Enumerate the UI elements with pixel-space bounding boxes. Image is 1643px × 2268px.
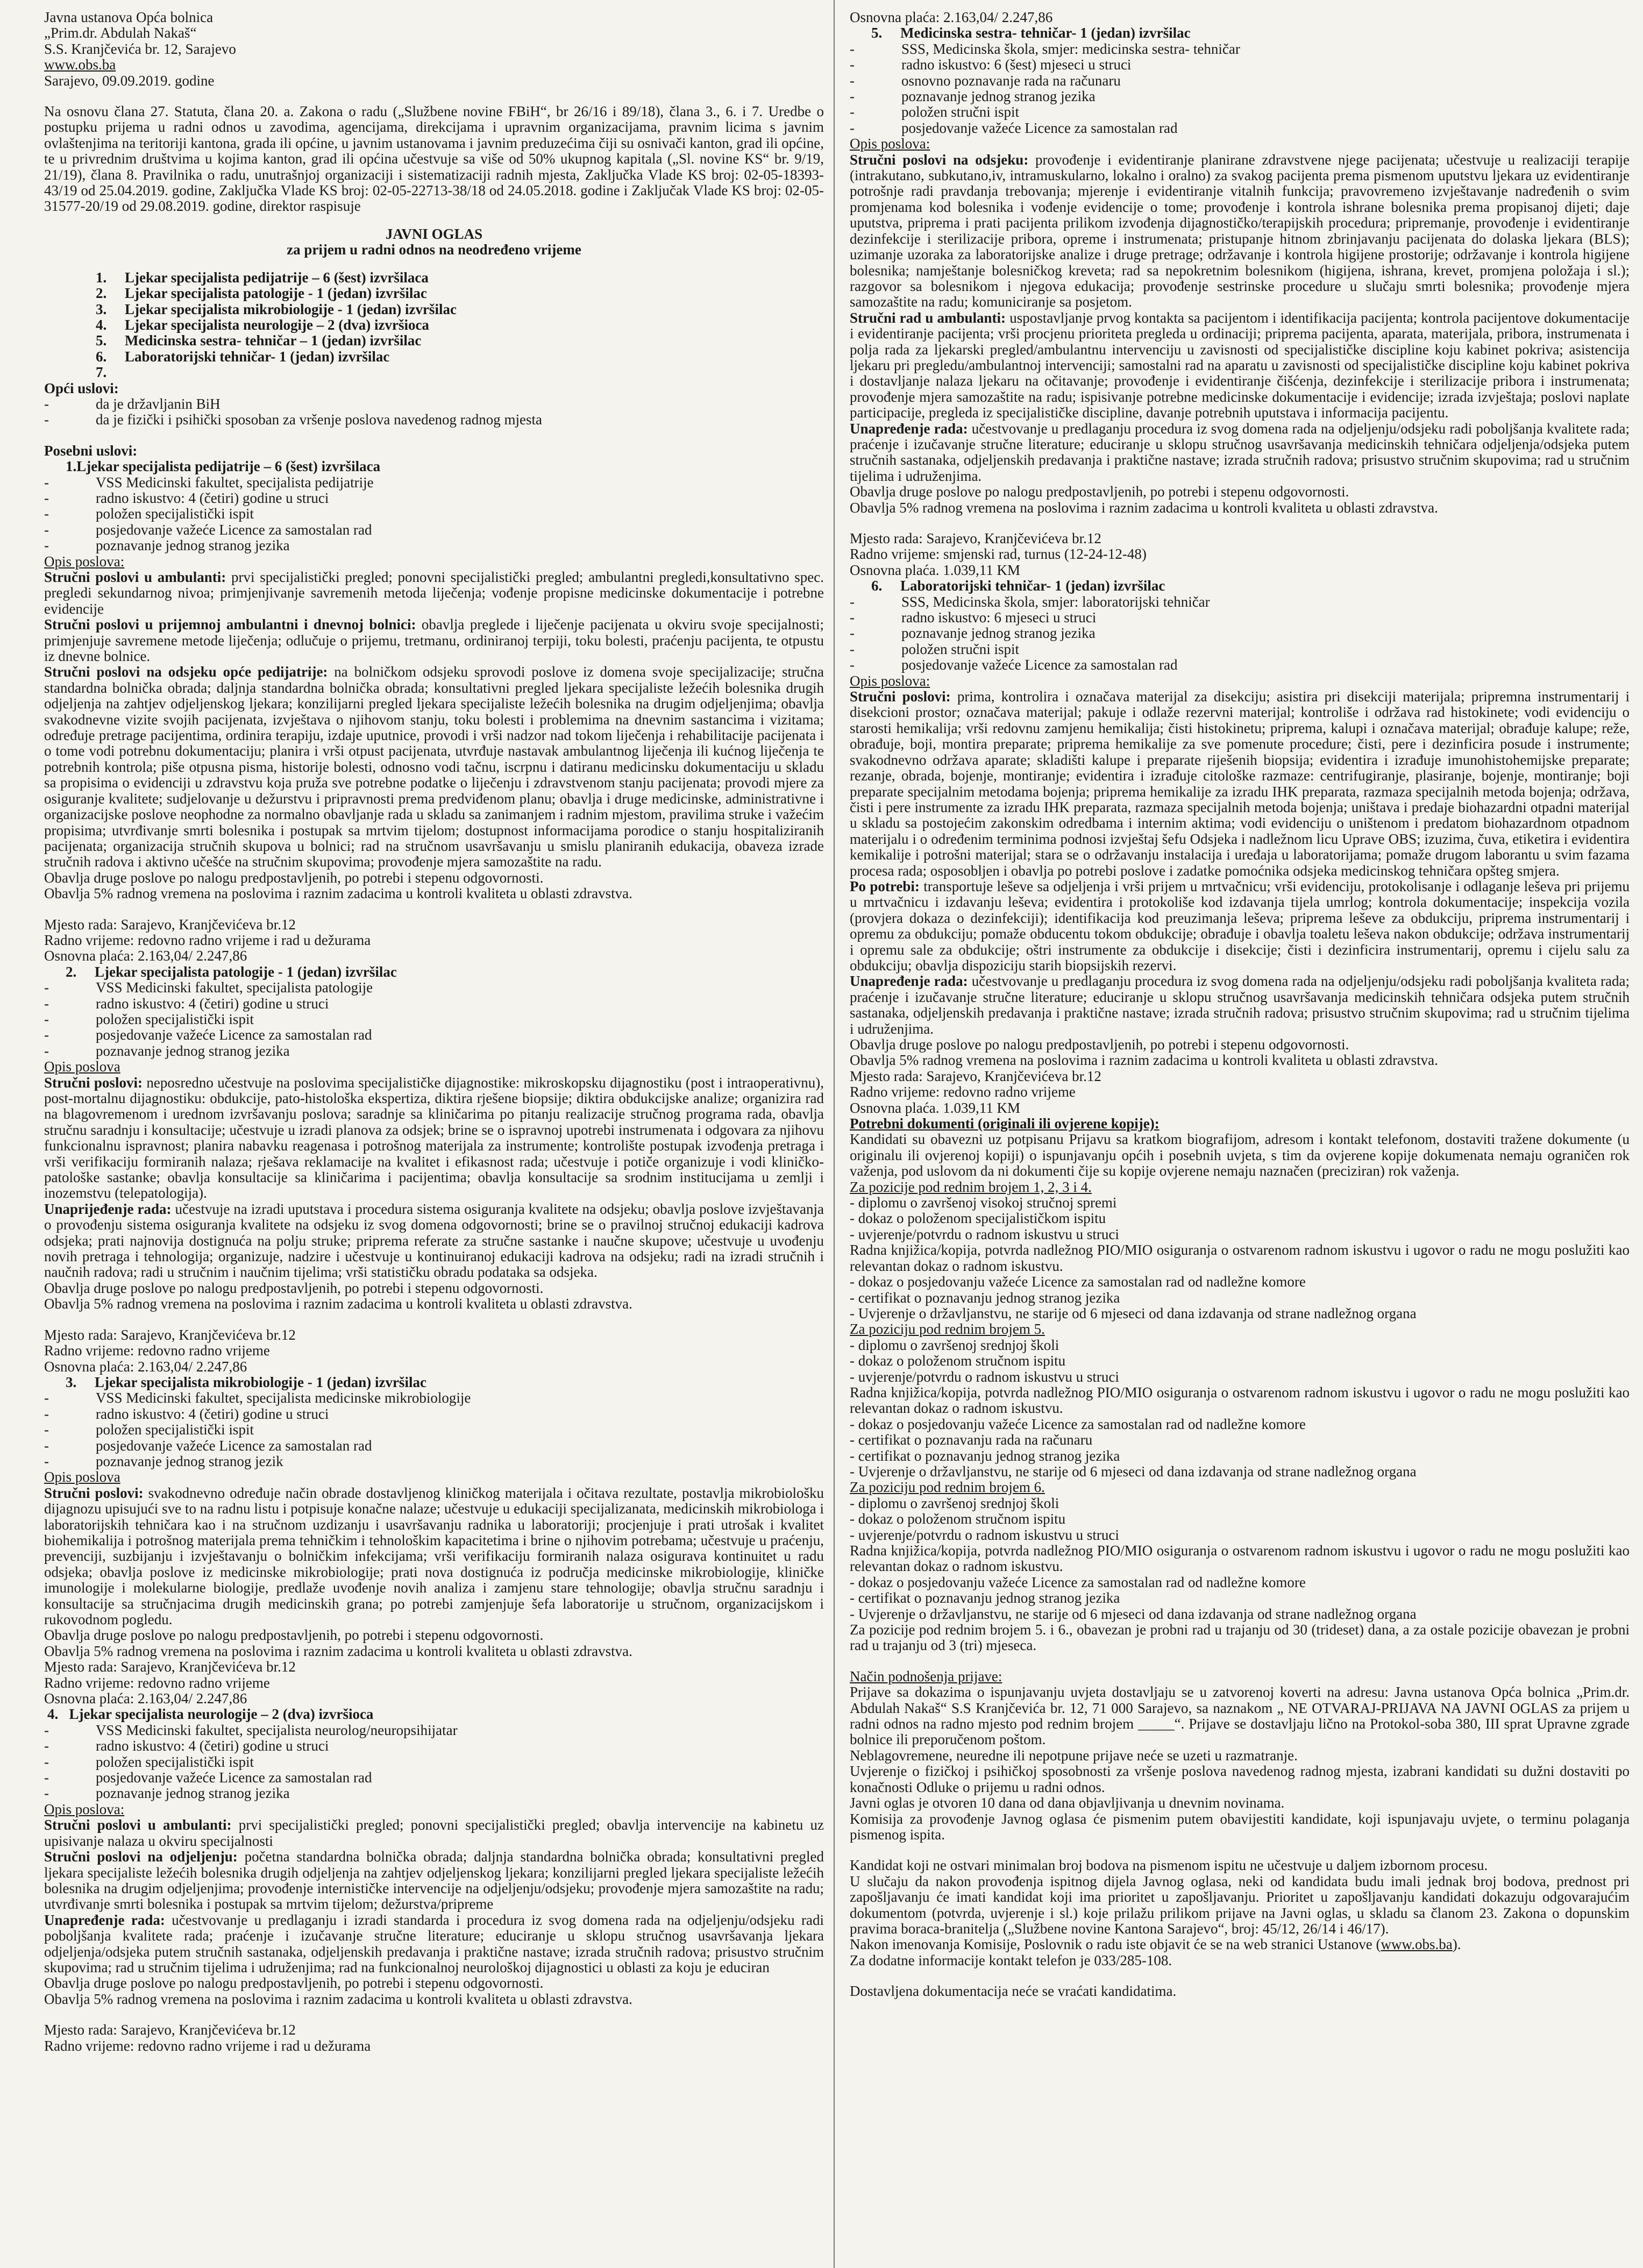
requirement-item: - posjedovanje važeće Licence za samostalan rad [44, 521, 372, 538]
other-duties: Obavlja druge poslove po nalogu predpostavljenih, po potrebi i stepenu odgovornosti. [850, 1036, 1349, 1053]
work-time: Radno vrijeme: redovno radno vrijeme i rad u dežurama [44, 2037, 371, 2054]
requirement-item: - radno iskustvo: 4 (četiri) godine u struci [44, 1405, 329, 1422]
requirement-item: - osnovno poznavanje rada na računaru [850, 72, 1121, 89]
duty-paragraph: Stručni poslovi na odjeljenju: početna standardna bolnička obrada; daljnja standardna bolnička obrada; konsultativni pregled ljekara specijaliste ležećih bolesnika drugih odjeljenja na zahtjev odjeljenskog ljekara; konzilijarni pregled ljekara specijaliste ležećih bolesnika na drugim odjeljenjima; provođenje internističke intervencije na odjeljenju/odsjeku; provođenje mjera samozaštite na radu; utvrđivanje smrti bolesnika i postupak sa mrtvim tijelom; dežurstva/pripreme [44, 1848, 824, 1912]
job-description-title: Opis poslova [44, 1058, 120, 1075]
requirement-item: - poznavanje jednog stranog jezika [850, 88, 1096, 105]
position-6-heading: 6. Laboratorijski tehničar- 1 (jedan) izvršilac [871, 578, 1165, 594]
document-item: - Uvjerenje o državljanstvu, ne starije od 6 mjeseci od dana izdavanja od strane nadležnog organa [850, 1463, 1417, 1480]
document-item: - uvjerenje/potvrdu o radnom iskustvu u struci [850, 1368, 1119, 1385]
base-salary: Osnovna plaća: 2.163,04/ 2.247,86 [850, 10, 1053, 25]
document-item: - Uvjerenje o državljanstvu, ne starije od 6 mjeseci od dana izdavanja od strane nadležnog organa [850, 1605, 1417, 1622]
requirement-item: - položen specijalistički ispit [44, 1753, 254, 1770]
requirement-item: - poznavanje jednog stranog jezika [44, 1785, 290, 1802]
submission-paragraph: Neblagovremene, neuredne ili nepotpune prijave neće se uzeti u razmatranje. [850, 1747, 1298, 1764]
documents-group-title: Za pozicije pod rednim brojem 1, 2, 3 i 4. [850, 1178, 1092, 1195]
document-item: - dokaz o položenom stručnom ispitu [850, 1511, 1066, 1527]
document-item: - diplomu o završenoj visokoj stručnoj spremi [850, 1195, 1117, 1211]
base-salary: Osnovna plaća: 2.163,04/ 2.247,86 [44, 1358, 247, 1375]
work-time: Radno vrijeme: redovno radno vrijeme [850, 1084, 1076, 1100]
job-description-title: Opis poslova: [44, 1801, 125, 1817]
submission-paragraph: Prijave sa dokazima o ispunjavanju uvjeta dostavljaju se u zatvorenoj koverti na adresu: Javna ustanova Opća bolnica „Prim.dr. Abdulah Nakaš“ S.S Kranjčevića br. 12, 71 000 Sarajevo, sa naznakom „ NE OTVARAJ-PRIJAVA NA JAVNI OGLAS za prijem u radni odnos na radno mjesto pod rednim brojem _____“. Prijave se dostavljaju lično na Protokol-soba 380, III sprat Upravne zgrade bolnice ili preporučenom poštom. [850, 1684, 1630, 1748]
positions-list-item: 6. Laboratorijski tehničar- 1 (jedan) izvršilac [96, 348, 390, 365]
document-item: Radna knjižica/kopija, potvrda nadležnog PIO/MIO osiguranja o ostvarenom radnom iskustvu i ugovor o radu ne mogu poslužiti kao relevantan dokaz o radnom iskustvu. [850, 1242, 1630, 1274]
contact-phone: Za dodatne informacije kontakt telefon je 033/285-108. [850, 1952, 1172, 1968]
requirement-item: - VSS Medicinski fakultet, specijalista medicinske mikrobiologije [44, 1390, 471, 1406]
requirement-item: - radno iskustvo: 6 (šest) mjeseci u struci [850, 56, 1132, 73]
requirement-item: - posjedovanje važeće Licence za samostalan rad [44, 1027, 372, 1043]
work-place: Mjesto rada: Sarajevo, Kranjčevićeva br.12 [44, 2022, 296, 2038]
requirement-item: - položen specijalistički ispit [44, 506, 254, 522]
work-place: Mjesto rada: Sarajevo, Kranjčevićeva br.12 [44, 1326, 296, 1343]
position-1-heading: 1.Ljekar specijalista pedijatrije – 6 (šest) izvršilaca [66, 458, 381, 475]
requirement-item: - posjedovanje važeće Licence za samostalan rad [850, 119, 1178, 136]
quality-control-note: Obavlja 5% radnog vremena na poslovima i raznim zadacima u kontroli kvaliteta u oblasti zdravstva. [44, 1643, 632, 1659]
positions-list-item: 4. Ljekar specijalista neurologije – 2 (dva) izvršioca [96, 316, 429, 333]
requirement-item: - VSS Medicinski fakultet, specijalista patologije [44, 979, 373, 996]
submission-title: Način podnošenja prijave: [850, 1668, 1002, 1684]
work-place: Mjesto rada: Sarajevo, Kranjčevićeva br.12 [850, 1068, 1101, 1084]
work-time: Radno vrijeme: redovno radno vrijeme i rad u dežurama [44, 932, 371, 948]
requirement-item: - poznavanje jednog stranog jezik [44, 1453, 283, 1469]
requirement-item: - položen stručni ispit [850, 104, 1019, 120]
general-condition-item: - da je državljanin BiH [44, 395, 221, 412]
positions-list-item: 2. Ljekar specijalista patologije - 1 (jedan) izvršilac [96, 285, 427, 302]
document-item: - certifikat o poznavanju jednog stranog jezika [850, 1447, 1120, 1464]
position-3-heading: 3. Ljekar specijalista mikrobiologije - 1 (jedan) izvršilac [66, 1374, 426, 1390]
requirement-item: - položen stručni ispit [850, 641, 1019, 657]
document-item: - Uvjerenje o državljanstvu, ne starije od 6 mjeseci od dana izdavanja od strane nadležnog organa [850, 1305, 1417, 1321]
document-item: - certifikat o poznavanju jednog stranog jezika [850, 1590, 1120, 1606]
special-conditions-title: Posebni uslovi: [44, 442, 138, 459]
requirement-item: - posjedovanje važeće Licence za samostalan rad [44, 1437, 372, 1454]
requirement-item: - poznavanje jednog stranog jezika [44, 537, 290, 554]
duty-paragraph: Unapređenje rada: učestvovanje u predlaganju procedura iz svog domena rada na odjeljenju/odsjeku radi poboljšanja kvaliteta rada; praćenje i izučavanje stručne literature; educiranje u sklopu stručnog usavršavanja medicinskih tehničara odsjeka putem stručnih sastanaka, odjeljenskih predavanja i praktične nastave; izrada stručnih radova; prisustvo stručnim skupovima; rad u stručnim tijelima i udruženjima. [850, 973, 1630, 1037]
final-note: Dostavljena dokumentacija neće se vraćati kandidatima. [850, 1983, 1177, 2000]
document-item: - dokaz o posjedovanju važeće Licence za samostalan rad od nadležne komore [850, 1416, 1306, 1432]
duty-paragraph: Unaprijeđenje rada: učestvuje na izradi uputstava i procedura sistema osiguranja kvalitete na odsjeku; obavlja poslove izvještavanja o provođenju sistema osiguranja kvalitete na odsjeku iz svog domena odgovornosti; brine se o pravilnoj stručnoj edukaciji kadrova odsjeka; prati najnovija dostignuća na polju struke; priprema referate za stručne sastanke i naučne skupove; učestvuje u uvođenju novih pretraga i tehnologija; organizuje, nadzire i učestvuje u kontinuiranoj edukaciji kadrova na odsjeku; radi na izradi stručnih i naučnih radova; radi u stručnim i naučnim tijelima; vrši statističku obradu podataka sa odsjeka. [44, 1200, 824, 1281]
website-link[interactable]: www.obs.ba [44, 56, 116, 73]
work-place: Mjesto rada: Sarajevo, Kranjčevićeva br.12 [44, 916, 296, 933]
work-place: Mjesto rada: Sarajevo, Kranjčevićeva br.12 [44, 1659, 296, 1675]
requirement-item: - SSS, Medicinska škola, smjer: medicinska sestra- tehničar [850, 40, 1240, 57]
other-duties: Obavlja druge poslove po nalogu predpostavljenih, po potrebi i stepenu odgovornosti. [850, 484, 1349, 500]
requirement-item: - položen specijalistički ispit [44, 1011, 254, 1027]
duty-paragraph: Unapređenje rada: učestvovanje u predlaganju i izradi standarda i procedura iz svog domena rada na odjeljenju/odsjeku radi poboljšanja kvalitete rada; praćenje i izučavanje stručne literature; educiranje u sklopu stručnog usavršavanja ljekara odjeljenja/odsjeka putem stručnih sastanaka, odjeljenskih predavanja i praktične nastave; izrada stručnih radova; prisustvo stručnim skupovima; rad u stručnim tijelima i udruženjima; rad na funkcionalnoj neurološkoj dijagnostici u oblasti za koju je educiran [44, 1911, 824, 1975]
submission-paragraph: Uvjerenje o fizičkoj i psihičkoj sposobnosti za vršenje poslova navedenog radnog mjesta, izabrani kandidati su dužni dostaviti po konačnosti Odluke o prijemu u radni odnos. [850, 1763, 1630, 1795]
other-duties: Obavlja druge poslove po nalogu predpostavljenih, po potrebi i stepenu odgovornosti. [44, 1627, 544, 1644]
duty-paragraph: Stručni rad u ambulanti: uspostavljanje prvog kontakta sa pacijentom i identifikacija pacijenta; kontrola pacijentove dokumentacije i evidentiranje pacijenta; vrši procjenu prioriteta pregleda u ordinaciji; priprema pacijenta, aparata, materijala, pribora, instrumenata i polja rada za ljekarski pregled/ambulantnu intervenciju u zavisnosti od specijalističke discipline koju kabinet pokriva; asistencija ljekaru pri pregledu/ambulantnoj intervenciji; samostalni rad na aparatu u zavisnosti od specijalističke discipline koju kabinet pokriva i dostavljanje nalaza ljekaru na očitavanje; provođenje i evidentiranje čišćenja, dezinfekcije i sterilizacije pribora i instrumenata; provođenje mjera samozaštite na radu; ispisivanje potrebne medicinske dokumentacije i evidencije; izrada izvještaja; poslovi naplate participacije, pregleda iz specijalističke discipline, davanje potrebnih uputstava i informacija pacijentu. [850, 309, 1630, 421]
positions-list-item: 1. Ljekar specijalista pedijatrije – 6 (šest) izvršilaca [96, 269, 429, 286]
document-item: - dokaz o položenom specijalističkom ispitu [850, 1210, 1106, 1227]
other-duties: Obavlja druge poslove po nalogu predpostavljenih, po potrebi i stepenu odgovornosti. [44, 1975, 544, 1992]
other-duties: Obavlja druge poslove po nalogu predpostavljenih, po potrebi i stepenu odgovornosti. [44, 1279, 544, 1296]
document-item: - dokaz o posjedovanju važeće Licence za samostalan rad od nadležne komore [850, 1274, 1306, 1290]
requirement-item: - poznavanje jednog stranog jezika [44, 1042, 290, 1059]
submission-paragraph: U slučaju da nakon provođenja ispitnog dijela Javnog oglasa, neki od kandidata budu imali jednak broj bodova, prednost pri zapošljavanju će imati kandidat koji ima prioritet u zapošljavanju. Prioritet u zapošljavanju kandidati dokazuju odgovarajućim dokumentom (potvrda, uvjerenje i sl.) koje prilažu prilikom prijave na Javni oglas, u skladu sa članom 23. Zakona o dopunskim pravima boraca-branitelja („Službene novine Kantona Sarajevo“, broj: 45/12, 26/14 i 46/17). [850, 1873, 1630, 1937]
general-conditions-title: Opći uslovi: [44, 380, 119, 396]
left-column [44, 10, 824, 2258]
duty-paragraph: Stručni poslovi u ambulanti: prvi specijalistički pregled; ponovni specijalistički pregled; ambulantni pregledi,konsultativno spec. pregledi sekundarnog nivoa; primjenjivanje savremenih metoda liječenja; vođenje propisne medicinske dokumentacije i potrebne evidencije [44, 569, 824, 617]
commission-rules-note: Nakon imenovanja Komisije, Poslovnik o radu iste objavit će se na web stranici Ustanove (www.obs.ba). [850, 1936, 1461, 1953]
job-description-title: Opis poslova: [850, 672, 930, 689]
document-item: - uvjerenje/potvrdu o radnom iskustvu u struci [850, 1526, 1119, 1543]
work-time: Radno vrijeme: smjenski rad, turnus (12-24-12-48) [850, 546, 1147, 563]
quality-control-note: Obavlja 5% radnog vremena na poslovima i raznim zadacima u kontroli kvaliteta u oblasti zdravstva. [850, 1052, 1438, 1069]
work-time: Radno vrijeme: redovno radno vrijeme [44, 1674, 270, 1691]
requirement-item: - položen specijalistički ispit [44, 1421, 254, 1438]
probation-note: Za pozicije pod rednim brojem 5. i 6., obavezan je probni rad u trajanju od 30 (trideset) dana, a za ostale pozicije obavezan je probni rad u trajanju od 3 (tri) mjeseca. [850, 1622, 1630, 1654]
position-2-heading: 2. Ljekar specijalista patologije - 1 (jedan) izvršilac [66, 963, 397, 980]
required-documents-title: Potrebni dokumenti (originali ili ovjerene kopije): [850, 1115, 1160, 1132]
positions-list [44, 270, 824, 381]
quality-control-note: Obavlja 5% radnog vremena na poslovima i raznim zadacima u kontroli kvaliteta u oblasti zdravstva. [44, 1296, 632, 1312]
work-time: Radno vrijeme: redovno radno vrijeme [44, 1342, 270, 1359]
duty-paragraph: Unapređenje rada: učestvovanje u predlaganju procedura iz svog domena rada na odjeljenju/odsjeku radi poboljšanja kvalitete rada; praćenje i izučavanje stručne literature; educiranje u sklopu stručnog usavršavanja medicinskih tehničara odjeljenja/odsjeka putem stručnih sastanaka, odjeljenskih predavanja i praktične nastave; izrada stručnih radova; prisustvo stručnim skupovima; rad u stručnim tijelima i udruženjima. [850, 420, 1630, 484]
other-duties: Obavlja druge poslove po nalogu predpostavljenih, po potrebi i stepenu odgovornosti. [44, 869, 544, 886]
document-item: - dokaz o položenom stručnom ispitu [850, 1353, 1066, 1369]
job-description-title: Opis poslova: [850, 136, 930, 152]
right-column [850, 10, 1630, 2258]
quality-control-note: Obavlja 5% radnog vremena na poslovima i raznim zadacima u kontroli kvaliteta u oblasti zdravstva. [44, 1990, 632, 2007]
requirement-item: - radno iskustvo: 4 (četiri) godine u struci [44, 995, 329, 1012]
job-description-title: Opis poslova [44, 1469, 120, 1485]
duty-paragraph: Stručni poslovi u prijemnoj ambulantni i dnevnoj bolnici: obavlja preglede i liječenje pacijenata u okviru svoje specijalnosti; primjenjuje savremene metode liječenja; odlučuje o prijemu, tretmanu, ordiniranoj terpiji, toku bolesti, praćenju pacijenta, te otpustu iz dnevne bolnice. [44, 616, 824, 665]
quality-control-note: Obavlja 5% radnog vremena na poslovima i raznim zadacima u kontroli kvaliteta u oblasti zdravstva. [44, 885, 632, 902]
column-divider [834, 0, 835, 2268]
positions-list-item: 5. Medicinska sestra- tehničar – 1 (jedan) izvršilac [96, 332, 422, 349]
requirement-item: - posjedovanje važeće Licence za samostalan rad [850, 657, 1178, 673]
document-item: - diplomu o završenoj srednjoj školi [850, 1336, 1059, 1353]
duty-paragraph: Stručni poslovi: neposredno učestvuje na poslovima specijalističke dijagnostike: mikroskopsku dijagnostiku (post i intraoperativnu), post-mortalnu dijagnostiku: obdukcije, pato-histološka ekspertiza, diktira rješene biopsije; diktira obdukcijske analize; organizira rad na blagovremenom i urednom izvršavanju poslova; saradnje sa kliničarima po pitanju realizacije stručnog programa rada, obavlja stručnu saradnju i konsultacije; učestvuje u izradi planova za odsjek; brine se o ispravnoj upotrebi instrumenata i odgovara za njihovu funkcionalnu ispravnost; planira nabavku reagenasa i potrošnog materijala za instrumente; kontrolište postupak izvođenja pretraga i vrši verifikaciju formiranih nalaza; rješava reklamacije na kvalitet i efikasnost rada; učestvuje i potiče organizuje i vodi kliničko-patološke sastanke; obavlja konsultacije sa kliničarima i pacijentima; obavlja konsultacije sa srodnim institucijama u zemlji i inozemstvu (telepatologija). [44, 1074, 824, 1201]
document-item: - certifikat o poznavanju rada na računaru [850, 1432, 1093, 1448]
org-name: Javna ustanova Opća bolnica [44, 10, 214, 25]
document-item: - uvjerenje/potvrdu o radnom iskustvu u struci [850, 1226, 1119, 1242]
requirement-item: - posjedovanje važeće Licence za samostalan rad [44, 1769, 372, 1786]
announcement-subtitle: za prijem u radni odnos na neodređeno vrijeme [287, 241, 581, 258]
submission-paragraph: Kandidat koji ne ostvari minimalan broj bodova na pismenom ispitu ne učestvuje u daljem izbornom procesu. [850, 1857, 1488, 1874]
requirement-item: - VSS Medicinski fakultet, specijalista neurolog/neuropsihijatar [44, 1722, 458, 1738]
requirement-item: - VSS Medicinski fakultet, specijalista pedijatrije [44, 474, 374, 490]
requirement-item: - radno iskustvo: 6 mjeseci u struci [850, 609, 1097, 626]
positions-list-item: 3. Ljekar specijalista mikrobiologije - 1 (jedan) izvršilac [96, 301, 457, 317]
duty-paragraph: Stručni poslovi na odsjeku opće pedijatrije: na bolničkom odsjeku sprovodi poslove iz domena svoje specijalizacije; stručna standardna bolnička obrada; daljnja standardna bolnička obrada; konsultativni pregled ljekara specijaliste ležećih bolesnika drugih odjeljenja na zahtjev odjeljenskog ljekara; konzilijarni pregled ljekara specijaliste ležećih bolesnika na drugim odjeljenjima; obavlja svakodnevne vizite svojih pacijenata, izvještava o njihovom stanju, toku bolesti i problemima na dnevnim sastancima i vizitama; određuje pretrage pacijentima, ordinira terapiju, izdaje uputnice, provodi i vrši nadzor nad tokom liječenja i rehabilitacije pacijenata i o tome vodi potrebnu dokumentaciju; planira i vrši otpust pacijenata, utvrđuje nastavak ambulantnog liječenja ili kućnog liječenja te potrebnih kontrola; piše otpusna pisma, historije bolesti, odnosno vodi tačnu, iscrpnu i datiranu medicinsku dokumentaciju u skladu sa propisima o evidenciji u zdravstvu koja pruža sve potrebne podatke o liječenju i zdravstvenom stanju pacijenata; provodi mjere za osiguranje kvalitete; sudjelovanje u dežurstvu i pripravnosti prema predviđenom planu; obavlja i druge medicinske, administrativne i organizacijske poslove neophodne za normalno obavljanje rada u skladu sa zanimanjem i radnim mjestom, pravilima struke i važećim propisima; utvrđivanje smrti bolesnika i postupak sa mrtvim tijelom; dostupnost informacijama porodice o stanju hospitaliziranih pacijenata; organizacija stručnih skupova u bolnici; rad na stručnom usavršavanju u smislu planiranih edukacija, obaveza izrade stručnih radova i aktivno učešće na stručnim skupovima; provođenje mjera samozaštite na radu. [44, 664, 824, 870]
general-condition-item: - da je fizički i psihički sposoban za vršenje poslova navedenog radnog mjesta [44, 411, 543, 428]
requirement-item: - SSS, Medicinska škola, smjer: laboratorijski tehničar [850, 593, 1210, 610]
announcement-title: JAVNI OGLAS [385, 225, 483, 242]
requirement-item: - poznavanje jednog stranog jezika [850, 625, 1096, 642]
submission-paragraph: Javni oglas je otvoren 10 dana od dana objavljivanja u dnevnim novinama. [850, 1795, 1285, 1811]
base-salary: Osnovna plaća: 2.163,04/ 2.247,86 [44, 1690, 247, 1707]
duty-paragraph: Stručni poslovi: prima, kontrolira i označava materijal za disekciju; asistira pri disekciji materijala; pripremna instrumentarij i disekcioni prostor; označava materijal; pakuje i odlaže rezervni materijal; kontroliše i održava rad histokinete; vodi evidenciju o starosti hemikalija; vrši redovnu zamjenu hemikalija; čisti histokinetu; priprema, kalupi i označava materijal; obrađuje kalupe; reže, obrađuje, boji, montira preparate; priprema hemikalije za sve pomenute procedure; čisti, pere i dezinficira posude i instrumente; svakodnevno održava aparate; skladišti kalupe i preparate riješenih biopsija; evidentira i izrađuje imunohistohemijske preparate; rezanje, obrada, bojenje, montiranje; evidentira i izrađuje citološke razmaze: centrifugiranje, plasiranje, bojenje, montiranje; boji preparate specijalnim metodama bojenja; priprema hemikalije za izradu IHK preparata, razmaza specijalnih metoda bojenja; održava, čisti i pere instrumente za izradu IHK preparata, razmaza specijalnih metoda bojenja; uništava i predaje biohazardni otpadni materijal u skladu sa postojećim zakonskim odredbama i internim aktima; vodi evidenciju o uništenom i predatom biohazardnom otpadnom materijalu i o određenim terminima podnosi izvještaj šefu Odsjeka i nadležnom licu Uprave OBS; izuzima, čuva, etiketira i evidentira kemikalije i potrošni materijal; stara se o održavanju instalacija i uređaja u laboratorijama; pomaže drugom laborantu u svim fazama procesa rada; osposobljen i obavlja po potrebi poslove i zadatke pomoćnika odsjeka medicinskog tehničara opšteg smjera. [850, 688, 1630, 879]
duty-paragraph: Stručni poslovi na odsjeku: provođenje i evidentiranje planirane zdravstvene njege pacijenata; učestvuje u realizaciji terapije (intrakutano, subkutano,iv, intramuskularno, lokalno i oralno) za svakog pacijenta prema pismenom uputstvu ljekara uz evidentiranje potrošnje radi pravdanja trebovanja; mjerenje i evidentiranje vitalnih funkcija; pravovremeno izvještavanje nadređenih o svim promjenama kod bolesnika i vođenje evidencije o tome; provođenje i kontrola ishrane bolesnika prema propisanoj dijeti; daje uputstva, priprema i prati pacijenta prilikom izvođenja dijagnostičko/terapijskih procedura; pripremanje, provođenje i evidentiranje dezinfekcije i sterilizacije pribora, opreme i instrumenata; pristupanje hitnom zbrinjavanju pacijenata do dolaska ljekara (BLS); uzimanje uzoraka za laboratorijske analize i druge pretrage; održavanje i kontrola higijene prostorije; održavanje i kontrola higijene bolesnika; namještanje bolesničkog kreveta; rad sa nepokretnim bolesnikom (higijena, ishrana, krevet, promjena položaja i sl.); razgovor sa bolesnikom i njegova edukacija; provođenje sestrinske procedure u slučaju smrti bolesnika; provođenje mjera samozaštite na radu; komuniciranje sa posjetom. [850, 151, 1630, 310]
job-description-title: Opis poslova: [44, 553, 125, 570]
document-item: - dokaz o posjedovanju važeće Licence za samostalan rad od nadležne komore [850, 1574, 1306, 1590]
submission-paragraph: Komisija za provođenje Javnog oglasa će pismenim putem obavijestiti kandidate, koji ispunjavaju uvjete, o terminu polaganja pismenog ispita. [850, 1810, 1630, 1843]
documents-group-title: Za poziciju pod rednim brojem 6. [850, 1479, 1045, 1496]
position-5-heading: 5. Medicinska sestra- tehničar- 1 (jedan) izvršilac [871, 25, 1191, 41]
base-salary: Osnovna plaća: 2.163,04/ 2.247,86 [44, 948, 247, 964]
document-item: Radna knjižica/kopija, potvrda nadležnog PIO/MIO osiguranja o ostvarenom radnom iskustvu i ugovor o radu ne mogu poslužiti kao relevantan dokaz o radnom iskustvu. [850, 1542, 1630, 1575]
document-item: Radna knjižica/kopija, potvrda nadležnog PIO/MIO osiguranja o ostvarenom radnom iskustvu i ugovor o radu ne mogu poslužiti kao relevantan dokaz o radnom iskustvu. [850, 1384, 1630, 1417]
duty-paragraph: Po potrebi: transportuje leševe sa odjeljenja i vrši prijem u mrtvačnicu; vrši evidenciju, protokolisanje i odlaganje leševa pri prijemu u mrtvačnicu i izdavanju leševa; evidentira i protokoliše kod izdavanja tijela umrlog; kontrola dokumentacije; inspekcija vozila (provjera dokaza o dezinfekciji); identifikacija kod preuzimanja leševa; priprema leševe za obdukciju, priprema instrumentarij i opremu za obdukciju; pomaže obducentu tokom obdukcije; obrađuje i obavlja toaletu leševa nakon obdukcije; održava instrumentarij i opremu sale za obdukcije; oštri instrumente za obdukcije i disekcije; čisti i dezinficira instrumentarij, opremu i cijelu salu za obdukciju; obavlja dispoziciju starih biopsijskih rezervi. [850, 878, 1630, 973]
work-place: Mjesto rada: Sarajevo, Kranjčevićeva br.12 [850, 530, 1101, 546]
requirement-item: - radno iskustvo: 4 (četiri) godine u struci [44, 1738, 329, 1754]
documents-group-title: Za poziciju pod rednim brojem 5. [850, 1321, 1045, 1338]
duty-paragraph: Stručni poslovi: svakodnevno određuje način obrade dostavljenog kliničkog materijala i očitava rezultate, postavlja mikrobiološku dijagnozu upisujući sve to na radnu listu i potpisuje konačne nalaze; učestvuje u edukaciji specijalizanata, medicinskih mikrobiologa i laboratorijskih tehničara kao i na stručnom uzdizanju i usavršavanju radnika u laboratoriji; procjenjuje i prati utrošak i kvalitet biohemikalija i potrošnog materijala prema tehničkim i tehnološkim kapacitetima i brine o njihovim potrebama; učestvuje u praćenju, prevenciji, suzbijanju i izvještavanju o bolničkim infekcijama; vrši verifikaciju formiranih nalaza osigurava kontinuitet u radu odsjeka; obavlja poslove iz medicinske mikrobiologije; prati nova dostignuća iz područja medicinske mikrobiologije, kliničke imunologije i molekularne biologije, predlaže uvođenje novih analiza i zamjenu stare tehnologije; obavlja stručnu saradnju i konsultacije sa stručnjacima drugih medicinskih grana; po potrebi zamjenjuje šefa laboratorije u stručnom, organizacijskom i rukovodnom pogledu. [44, 1484, 824, 1627]
website-link[interactable]: www.obs.ba [1381, 1936, 1453, 1953]
base-salary: Osnovna plaća. 1.039,11 KM [850, 561, 1020, 578]
base-salary: Osnovna plaća. 1.039,11 KM [850, 1099, 1020, 1116]
hospital-address: S.S. Kranjčevića br. 12, Sarajevo [44, 40, 236, 57]
positions-list-item: 7. [96, 364, 107, 381]
document-item: - certifikat o poznavanju jednog stranog jezika [850, 1289, 1120, 1306]
position-4-heading: 4. Ljekar specijalista neurologije – 2 (dva) izvršioca [47, 1706, 374, 1723]
document-item: - diplomu o završenoj srednjoj školi [850, 1495, 1059, 1511]
duty-paragraph: Stručni poslovi u ambulanti: prvi specijalistički pregled; ponovni specijalistički pregled; obavlja intervencije na kabinetu uz upisivanje nalaza u okviru specijalnosti [44, 1817, 824, 1849]
required-documents-intro: Kandidati su obavezni uz potpisanu Prijavu sa kratkom biografijom, adresom i kontakt telefonom, dostaviti tražene dokumente (u originalu ili ovjerenoj kopiji) o ispunjavanju općih i posebnih uvjeta, s tim da ovjerene kopije dokumenata nemaju ograničen rok važenja, pod uslovom da ni dokumenti čije su kopije ovjerene nemaju naznačen (preciziran) rok važenja. [850, 1131, 1630, 1179]
requirement-item: - radno iskustvo: 4 (četiri) godine u struci [44, 489, 329, 506]
hospital-name: „Prim.dr. Abdulah Nakaš“ [44, 25, 197, 41]
issue-date: Sarajevo, 09.09.2019. godine [44, 72, 215, 89]
quality-control-note: Obavlja 5% radnog vremena na poslovima i raznim zadacima u kontroli kvaliteta u oblasti zdravstva. [850, 499, 1438, 516]
header-block [44, 10, 824, 89]
legal-intro: Na osnovu člana 27. Statuta, člana 20. a. Zakona o radu („Službene novine FBiH“, br 26/16 i 89/18), člana 3., 6. i 7. Uredbe o postupku prijema u radni odnos u zavodima, agencijama, direkcijama i upravnim organizacijama, pravnim licima s javnim ovlaštenjima na teritoriji kantona, grada ili općine, u javnim ustanovama i javnim preduzećima čiji su osnivači kanton, grad ili općine, te u privrednim društvima u kojima kanton, grad ili općina učestvuje sa više od 50% ukupnog kapitala („Sl. novine KS“ br. 9/19, 21/19), člana 8. Pravilnika o radu, unutrašnjoj organizaciji i sistematizaciji radnih mjesta, Zaključka Vlade KS broj: 02-05-18393-43/19 od 25.04.2019. godine, Zaključka Vlade KS broj: 02-05-22713-38/18 od 24.05.2018. godine i Zaključak Vlade KS broj: 02-05-31577-20/19 od 29.08.2019. godine, direktor raspisuje [44, 103, 824, 215]
